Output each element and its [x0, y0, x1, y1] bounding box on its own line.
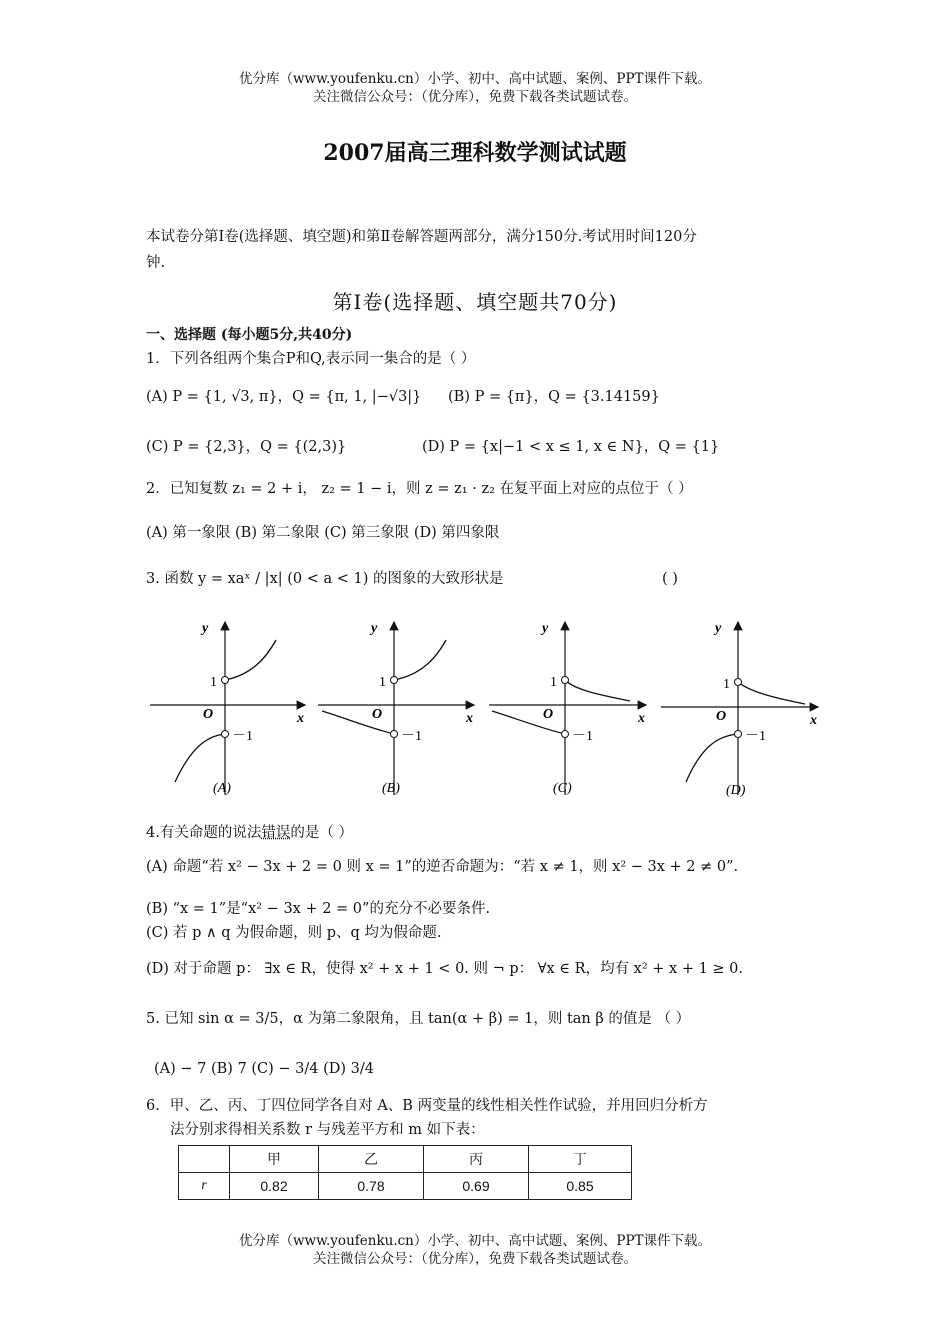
q6-stem-line-2: 法分别求得相关系数 r 与残差平方和 m 如下表： [170, 1122, 485, 1138]
q3-graphs [0, 610, 950, 810]
graph-b-x-label: x [466, 711, 473, 726]
graph-d-neg-one: －1 [745, 729, 766, 744]
graph-a-y-label: y [202, 621, 209, 636]
table-row [179, 1173, 632, 1200]
intro-line-2: 钟. [146, 255, 166, 271]
graph-d [661, 621, 818, 798]
page-title: 2007届高三理科数学测试试题 [323, 140, 627, 166]
table-header-cell: 甲 [230, 1146, 319, 1173]
table-cell: 0.85 [529, 1173, 632, 1200]
graph-d-x-label: x [810, 713, 817, 728]
q4-option-c: (C) 若 p ∧ q 为假命题，则 p、q 均为假命题. [146, 925, 442, 941]
q2-stem: 2．已知复数 z₁ = 2 + i， z₂ = 1 − i，则 z = z₁ · z₂ 在复平面上对应的点位于（ ） [146, 481, 693, 497]
table-cell: 0.78 [319, 1173, 424, 1200]
q1-option-c: (C) P = {2,3}，Q = {(2,3)} [146, 439, 347, 455]
table-cell: 0.69 [424, 1173, 529, 1200]
graph-a-one: 1 [210, 675, 217, 690]
footer-line-1: 优分库（www.youfenku.cn）小学、初中、高中试题、案例、PPT课件下载。 [238, 1233, 712, 1249]
graph-c-x-label: x [638, 711, 645, 726]
graph-a-x-label: x [297, 711, 304, 726]
q6-stem-line-1: 6．甲、乙、丙、丁四位同学各自对 A、B 两变量的线性相关性作试验，并用回归分析方 [146, 1098, 708, 1114]
graph-c-neg-one: －1 [572, 729, 593, 744]
graph-b-label: (B) [382, 781, 400, 796]
q1-option-a: (A) P = {1, √3, π}，Q = {π, 1, |−√3|} [146, 389, 422, 405]
footer-line-2: 关注微信公众号：（优分库），免费下载各类试题试卷。 [313, 1251, 637, 1267]
graph-b [318, 621, 474, 796]
graph-c-y-label: y [542, 621, 549, 636]
graph-d-label: (D) [726, 783, 746, 798]
graph-c-one: 1 [550, 675, 557, 690]
q5-options: (A) − 7 (B) 7 (C) − 3/4 (D) 3/4 [154, 1061, 375, 1077]
q5-stem: 5. 已知 sin α = 3/5，α 为第二象限角，且 tan(α + β) = 1，则 tan β 的值是 （ ） [146, 1011, 691, 1027]
q1-option-d: (D) P = {x|−1 < x ≤ 1, x ∈ N}，Q = {1} [422, 439, 720, 455]
part-heading: 一、选择题 (每小题5分,共40分) [146, 327, 353, 343]
q2-options: (A) 第一象限 (B) 第二象限 (C) 第三象限 (D) 第四象限 [146, 525, 500, 541]
q1-stem: 1．下列各组两个集合P和Q,表示同一集合的是（ ） [146, 351, 476, 367]
graph-b-y-label: y [371, 621, 378, 636]
header-line-2: 关注微信公众号：（优分库），免费下载各类试题试卷。 [313, 89, 637, 105]
graph-c [489, 621, 646, 796]
graph-d-origin: O [716, 709, 727, 724]
q1-option-b: (B) P = {π}，Q = {3.14159} [448, 389, 660, 405]
table-header-cell: 丙 [424, 1146, 529, 1173]
graph-a-label: (A) [213, 781, 231, 796]
table-header-cell [179, 1146, 230, 1173]
table-row-label: r [179, 1173, 230, 1200]
section-title: 第Ⅰ卷(选择题、填空题共70分) [332, 290, 618, 314]
q4-option-a: (A) 命题“若 x² − 3x + 2 = 0 则 x = 1”的逆否命题为：“若 x ≠ 1，则 x² − 3x + 2 ≠ 0”. [146, 859, 739, 875]
graph-a-origin: O [203, 707, 214, 722]
graph-c-origin: O [543, 707, 554, 722]
header-line-1: 优分库（www.youfenku.cn）小学、初中、高中试题、案例、PPT课件下载。 [238, 71, 712, 87]
graph-b-neg-one: －1 [401, 729, 422, 744]
table-cell: 0.82 [230, 1173, 319, 1200]
graph-b-origin: O [372, 707, 383, 722]
q4-stem-pre: 4.有关命题的说法 [146, 825, 262, 841]
q4-stem [146, 822, 353, 844]
graph-c-label: (C) [553, 781, 572, 796]
table-header-cell: 乙 [319, 1146, 424, 1173]
q4-option-d: (D) 对于命题 p： ∃x ∈ R，使得 x² + x + 1 < 0. 则 ¬ p： ∀x ∈ R，均有 x² + x + 1 ≥ 0. [146, 961, 744, 977]
graph-d-y-label: y [715, 621, 722, 636]
q4-stem-post: 的是（ ） [290, 825, 353, 841]
graph-a-neg-one: －1 [232, 729, 253, 744]
table-header-row [179, 1146, 632, 1173]
graph-a [150, 621, 305, 796]
graph-d-one: 1 [723, 677, 730, 692]
q4-option-b: (B) “x = 1”是“x² − 3x + 2 = 0”的充分不必要条件. [146, 901, 491, 917]
q4-stem-error-word: 错误 [261, 825, 291, 841]
graph-b-one: 1 [379, 675, 386, 690]
q3-answer-paren: ( ) [662, 571, 678, 587]
q6-table [178, 1145, 632, 1200]
table-header-cell: 丁 [529, 1146, 632, 1173]
intro-line-1: 本试卷分第Ⅰ卷(选择题、填空题)和第Ⅱ卷解答题两部分，满分150分.考试用时间120分 [146, 229, 697, 245]
q3-stem: 3. 函数 y = xaˣ / |x| (0 < a < 1) 的图象的大致形状是 [146, 571, 504, 587]
